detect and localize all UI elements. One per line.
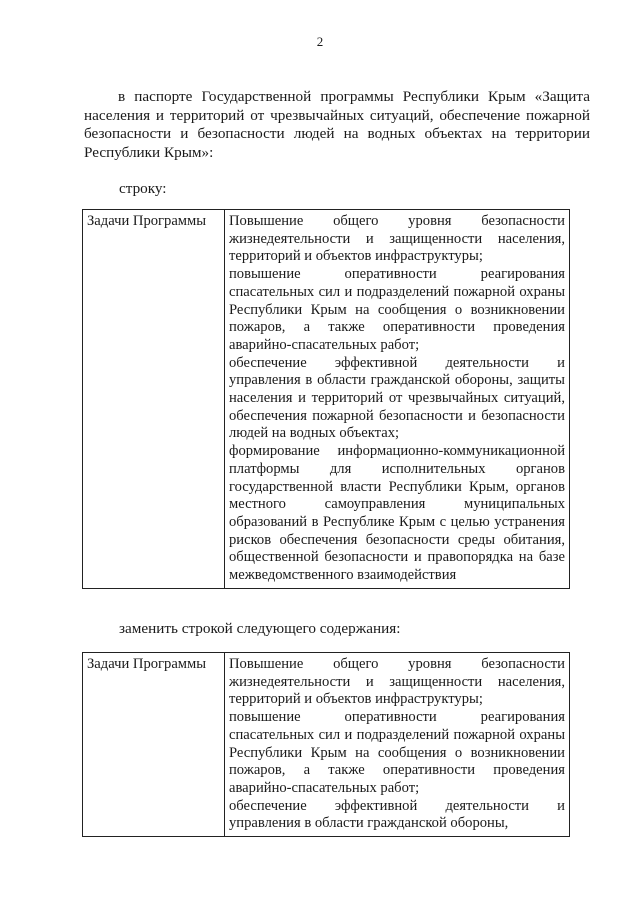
- task-paragraph: повышение оперативности реагирования спасательных сил и подразделений пожарной охраны Республики Крым на сообщения о возникновении пожаров, а также оперативности проведения аварийно-спасательных работ;: [229, 266, 565, 353]
- task-paragraph: обеспечение эффективной деятельности и управления в области гражданской обороны,: [229, 797, 565, 832]
- intro-paragraph: в паспорте Государственной программы Республики Крым «Защита населения и территорий от чрезвычайных ситуаций, обеспечение пожарной безопасности и безопасности людей на водных объектах на территории Республики Крым»:: [84, 88, 590, 161]
- replacement-row-table: [82, 652, 570, 837]
- task-paragraph: Повышение общего уровня безопасности жизнедеятельности и защищенности населения, территорий и объектов инфраструктуры;: [229, 656, 565, 708]
- task-paragraph: повышение оперативности реагирования спасательных сил и подразделений пожарной охраны Республики Крым на сообщения о возникновении пожаров, а также оперативности проведения аварийно-спасательных работ;: [229, 709, 565, 796]
- row-label-cell: [83, 653, 225, 837]
- task-paragraph: обеспечение эффективной деятельности и управления в области гражданской обороны, защиты населения и территорий от чрезвычайных ситуаций, обеспечения пожарной безопасности и безопасности людей на водных объектах;: [229, 354, 565, 442]
- row-label: Задачи Программы: [87, 213, 207, 229]
- page-number: 2: [316, 34, 324, 49]
- label-replace: заменить строкой следующего содержания:: [119, 620, 401, 637]
- row-label: Задачи Программы: [87, 656, 207, 672]
- task-paragraph: формирование информационно-коммуникационной платформы для исполнительных органов государственной власти Республики Крым, органов местного самоуправления муниципальных образований в Республике Крым с целью устранения рисков обеспечения безопасности среды обитания, общественной безопасности и правопорядка на базе межведомственного взаимодействия: [229, 443, 565, 584]
- table-row: [83, 653, 570, 837]
- task-paragraph: Повышение общего уровня безопасности жизнедеятельности и защищенности населения, территорий и объектов инфраструктуры;: [229, 213, 565, 265]
- row-content-cell: [225, 653, 570, 837]
- label-stroku: строку:: [119, 180, 167, 197]
